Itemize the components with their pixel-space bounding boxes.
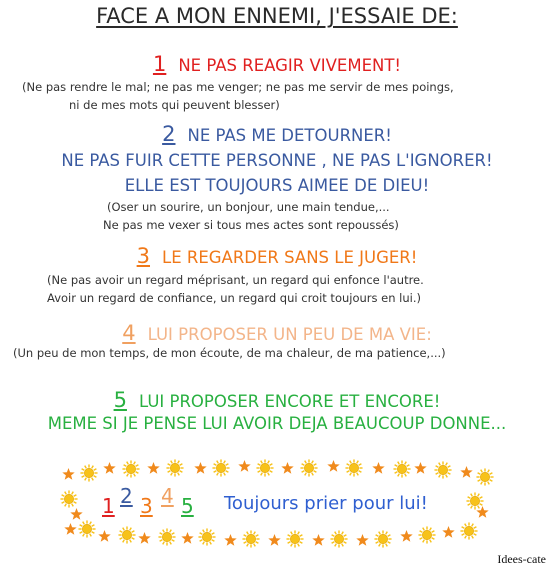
sun-icon [118, 526, 136, 544]
section-2-line-1: (Oser un sourire, un bonjour, une main tendue,... [107, 200, 390, 214]
section-2-heading-text: NE PAS ME DETOURNER! [187, 126, 392, 145]
section-1-heading [0, 52, 554, 76]
section-5-heading-text: LUI PROPOSER ENCORE ET ENCORE! [138, 392, 441, 411]
banner-number-5: 5 [181, 494, 194, 518]
section-1-line-1: (Ne pas rendre le mal; ne pas me venger; ne pas me servir de mes poings, [22, 80, 454, 94]
section-3-line-1: (Ne pas avoir un regard méprisant, un regard qui enfonce l'autre. [47, 273, 424, 287]
sun-icon [393, 460, 411, 478]
sun-icon [212, 459, 230, 477]
star-icon [460, 466, 473, 479]
section-1-line-2: ni de mes mots qui peuvent blesser) [69, 98, 280, 112]
star-icon [312, 534, 325, 547]
sun-icon [80, 464, 98, 482]
star-icon [238, 460, 251, 473]
sun-icon [158, 528, 176, 546]
star-icon [224, 534, 237, 547]
signature: Idees-cate [497, 552, 546, 566]
section-2-heading-line-3: ELLE EST TOUJOURS AIMEE DE DIEU! [124, 176, 430, 195]
section-5-heading [0, 388, 554, 412]
sun-icon [300, 459, 318, 477]
banner-text: Toujours prier pour lui! [224, 493, 428, 514]
section-4-line-1: (Un peu de mon temps, de mon écoute, de ma chaleur, de ma patience,...) [13, 346, 446, 360]
star-icon [281, 462, 294, 475]
star-icon [400, 530, 413, 543]
section-5-heading-line-2: MEME SI JE PENSE LUI AVOIR DEJA BEAUCOUP DONNE... [47, 414, 507, 433]
sun-icon [78, 520, 96, 538]
star-icon [327, 460, 340, 473]
sun-icon [476, 468, 494, 486]
star-icon [356, 534, 369, 547]
sun-icon [434, 461, 452, 479]
section-3-heading [0, 244, 554, 268]
star-icon [442, 526, 455, 539]
sun-icon [122, 460, 140, 478]
star-icon [70, 508, 83, 521]
star-icon [64, 523, 77, 536]
section-4-number: 4 [122, 321, 136, 345]
star-icon [268, 534, 281, 547]
sun-icon [374, 530, 392, 548]
sun-icon [198, 528, 216, 546]
star-icon [476, 506, 489, 519]
section-3-number: 3 [136, 244, 150, 268]
section-4-heading-text: LUI PROPOSER UN PEU DE MA VIE: [147, 325, 432, 344]
sun-icon [256, 459, 274, 477]
star-icon [194, 462, 207, 475]
sun-icon [418, 526, 436, 544]
page-title: FACE A MON ENNEMI, J'ESSAIE DE: [96, 4, 458, 28]
section-5-number: 5 [113, 388, 127, 412]
star-icon [181, 532, 194, 545]
section-1-heading-text: NE PAS REAGIR VIVEMENT! [178, 56, 402, 75]
banner-number-4: 4 [161, 484, 174, 508]
banner-number-2: 2 [120, 484, 133, 508]
banner-number-3: 3 [140, 494, 153, 518]
star-icon [372, 462, 385, 475]
sun-icon [60, 490, 78, 508]
sun-icon [286, 530, 304, 548]
section-3-heading-text: LE REGARDER SANS LE JUGER! [162, 248, 418, 267]
sun-icon [330, 530, 348, 548]
sun-icon [166, 459, 184, 477]
section-3-line-2: Avoir un regard de confiance, un regard qui croit toujours en lui.) [47, 291, 422, 305]
banner-number-1: 1 [102, 494, 115, 518]
star-icon [138, 532, 151, 545]
section-2-heading-line-2: NE PAS FUIR CETTE PERSONNE , NE PAS L'IGNORER! [61, 151, 493, 170]
star-icon [103, 462, 116, 475]
sun-icon [460, 522, 478, 540]
star-icon [98, 530, 111, 543]
star-icon [414, 462, 427, 475]
section-1-number: 1 [152, 52, 167, 76]
section-2-number: 2 [162, 122, 176, 146]
star-icon [147, 462, 160, 475]
star-icon [62, 468, 75, 481]
sun-icon [242, 530, 260, 548]
section-2-line-2: Ne pas me vexer si tous mes actes sont repoussés) [103, 218, 399, 232]
section-4-heading [0, 321, 554, 345]
sun-icon [345, 459, 363, 477]
section-2-heading [0, 122, 554, 146]
